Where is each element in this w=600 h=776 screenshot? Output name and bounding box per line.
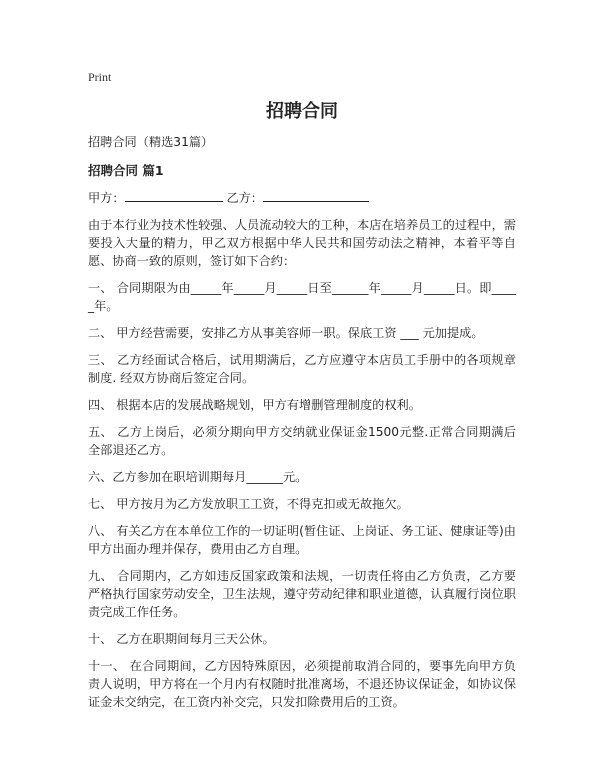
print-label[interactable]: Print [88, 70, 112, 84]
party-a-label: 甲方： [88, 191, 125, 205]
party-b-label: 乙方： [226, 191, 263, 205]
clause-9: 九、 合同期内，乙方如违反国家政策和法规，一切责任将由乙方负责，乙方要严格执行国家劳动安全，卫生法规，遵守劳动纪律和职业道德，认真履行岗位职责完成工作任务。 [88, 569, 516, 619]
clause-3: 三、 乙方经面试合格后，试用期满后，乙方应遵守本店员工手册中的各项规章制度. 经双方协商后签定合同。 [88, 353, 516, 385]
document-page [88, 70, 516, 720]
document-subtitle: 招聘合同（精选31篇） [88, 135, 214, 149]
clause-1: 一、 合同期限为由_____年_____月_____日至______年_____月_____日。即_____年。 [88, 281, 516, 313]
party-a-blank [125, 189, 223, 202]
clause-10: 十、 乙方在职期间每月三天公休。 [88, 632, 275, 646]
clause-4: 四、 根据本店的发展战略规划，甲方有增删管理制度的权利。 [88, 398, 421, 412]
section-heading: 招聘合同 篇1 [88, 163, 164, 178]
party-b-blank [263, 189, 369, 202]
clause-6: 六、乙方参加在职培训期每月______元。 [88, 470, 308, 484]
clause-2: 二、 甲方经营需要，安排乙方从事美容师一职。保底工资 ___ 元加提成。 [88, 326, 484, 340]
parties-line [88, 189, 516, 207]
clause-8: 八、 有关乙方在本单位工作的一切证明(暂住证、上岗证、务工证、健康证等)由甲方出面办理并保存，费用由乙方自理。 [88, 524, 516, 556]
clause-11: 十一、 在合同期间，乙方因特殊原因，必须提前取消合同的，要事先向甲方负责人说明，甲方将在一个月内有权随时批准离场，不退还协议保证金，如协议保证金未交纳完，在工资内补交完，只发扣除费用后的工资。 [88, 659, 516, 709]
document-title: 招聘合同 [266, 101, 338, 122]
intro-paragraph: 由于本行业为技术性较强、人员流动较大的工种，本店在培养员工的过程中，需要投入大量的精力，甲乙双方根据中华人民共和国劳动法之精神，本着平等自愿、协商一致的原则，签订如下合约： [88, 218, 516, 268]
clause-7: 七、 甲方按月为乙方发放职工工资，不得克扣或无故拖欠。 [88, 497, 409, 511]
clause-5: 五、 乙方上岗后，必须分期向甲方交纳就业保证金1500元整.正常合同期满后全部退还乙方。 [88, 425, 516, 457]
